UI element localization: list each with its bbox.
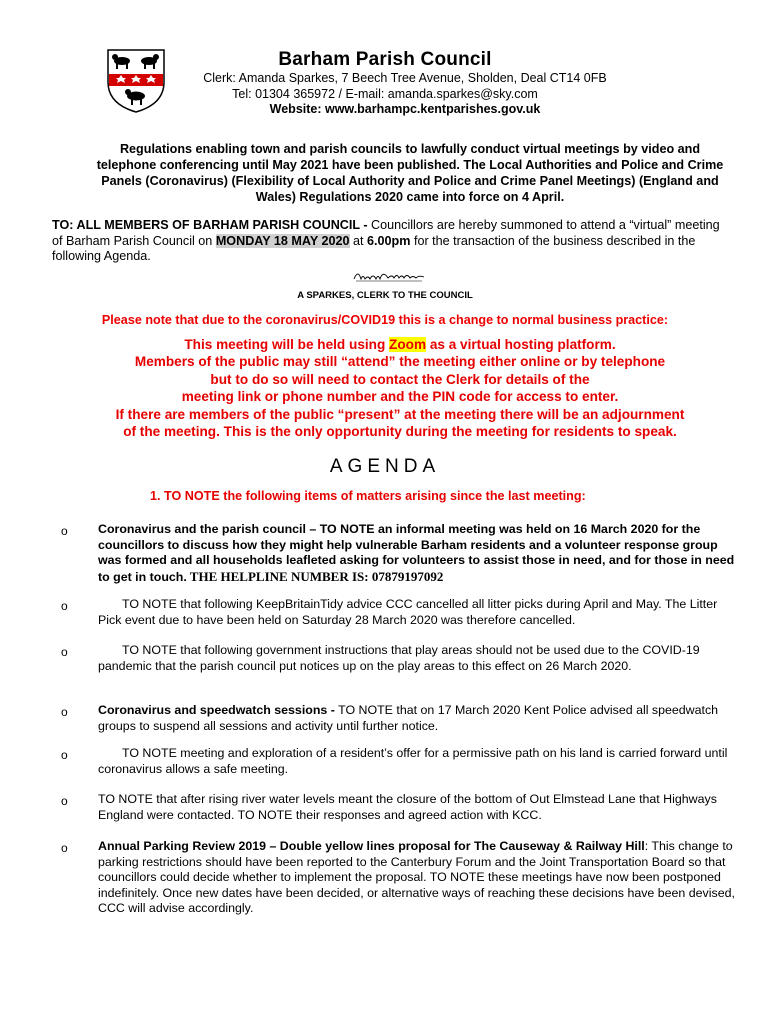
- bullet-marker: o: [61, 841, 68, 855]
- bullet-marker: o: [61, 524, 68, 538]
- list-item: [98, 597, 738, 628]
- item-text: TO NOTE that after rising river water levels meant the closure of the bottom of Out Elmstead Lane that Highways England were contacted. TO NOTE their responses and agreed action with KCC.: [98, 792, 717, 822]
- clerk-signature: [352, 266, 428, 284]
- agenda-heading: AGENDA: [329, 456, 441, 477]
- helpline-number: THE HELPLINE NUMBER IS: 07879197092: [186, 568, 444, 584]
- virtual-meeting-notice: [50, 336, 750, 440]
- website-link[interactable]: Website: www.barhampc.kentparishes.gov.uk: [269, 102, 541, 116]
- virtual-meeting-line-6: of the meeting. This is the only opportunity during the meeting for residents to speak.: [123, 424, 677, 440]
- summons-text: Councillors are hereby summoned to attend a “virtual” meeting of Barham Parish Council on: [52, 218, 720, 248]
- item-text: : This change to parking restrictions should have been reported to the Canterbury Forum and the Joint Transportation Board so that councillors could decide whether to implement the proposal. TO NOTE these meetings have now been postponed indefinitely. Once new dates have been decided, or alternative ways of reaching these decisions have been devised, CCC will advise accordingly.: [98, 839, 735, 916]
- list-item: [98, 792, 738, 823]
- item-text: TO NOTE meeting and exploration of a resident’s offer for a permissive path on his land is carried forward until coronavirus allows a safe meeting.: [98, 746, 728, 776]
- meeting-date: MONDAY 18 MAY 2020: [215, 233, 350, 248]
- council-name: Barham Parish Council: [278, 49, 492, 70]
- bullet-marker: o: [61, 705, 68, 719]
- bullet-marker: o: [61, 645, 68, 659]
- summons-at: at: [349, 233, 368, 248]
- bullet-marker: o: [61, 599, 68, 613]
- bullet-marker: o: [61, 748, 68, 762]
- virtual-meeting-line-4: meeting link or phone number and the PIN code for access to enter.: [181, 389, 619, 405]
- virtual-meeting-line-5: If there are members of the public “present” at the meeting there will be an adjournment: [115, 406, 685, 422]
- item-lead-text: Annual Parking Review 2019 – Double yellow lines proposal for The Causeway & Railway Hill: [98, 839, 645, 853]
- summons-addressee: TO: ALL MEMBERS OF BARHAM PARISH COUNCIL -: [52, 218, 368, 232]
- list-item: [98, 643, 738, 674]
- zoom-line-start: This meeting will be held using: [184, 337, 390, 352]
- clerk-signature-caption: A SPARKES, CLERK TO THE COUNCIL: [297, 290, 473, 301]
- contact-details: Tel: 01304 365972 / E-mail: amanda.sparkes@sky.com: [232, 87, 538, 101]
- regulations-paragraph: Regulations enabling town and parish councils to lawfully conduct virtual meetings by video and telephone conferencing until May 2021 have been published. The Local Authorities and Police and Crime Panels (Coronavirus) (Flexibility of Local Authority and Police and Crime Panel Meetings) (England and Wales) Regulations 2020 came into force on 4 April.: [96, 142, 724, 204]
- summons-text-end: for the transaction of the business described in the following Agenda.: [52, 233, 696, 263]
- zoom-highlight: Zoom: [389, 337, 427, 352]
- summons-paragraph: [52, 218, 732, 265]
- item-text: TO NOTE that following KeepBritainTidy advice CCC cancelled all litter picks during April and May. The Litter Pick event due to have been held on Saturday 28 March 2020 was therefore cancelled.: [98, 597, 718, 627]
- virtual-meeting-line-3: but to do so will need to contact the Clerk for details of the: [210, 371, 590, 387]
- meeting-time: 6.00pm: [367, 233, 411, 248]
- clerk-address: Clerk: Amanda Sparkes, 7 Beech Tree Avenue, Sholden, Deal CT14 0FB: [203, 71, 607, 85]
- zoom-line-end: as a virtual hosting platform.: [426, 337, 616, 352]
- list-item: [98, 839, 738, 917]
- item-lead-text: Coronavirus and the parish council – TO NOTE an informal meeting was held on 16 March 2020 for the councillors to discuss how they might help vulnerable Barham residents and a volunteer response group was formed and all households leafleted asking for volunteers to assist those in need, and for those in need to get in touch.: [98, 522, 735, 584]
- item-lead-text: Coronavirus and speedwatch sessions -: [98, 703, 335, 717]
- virtual-meeting-line-2: Members of the public may still “attend” the meeting either online or by telephone: [134, 354, 666, 370]
- virtual-meeting-line-1: [50, 336, 750, 353]
- covid-notice: Please note that due to the coronavirus/COVID19 this is a change to normal business practice:: [101, 313, 669, 327]
- agenda-item-1-heading: 1. TO NOTE the following items of matters arising since the last meeting:: [150, 489, 586, 503]
- list-item: [98, 746, 738, 777]
- bullet-marker: o: [61, 794, 68, 808]
- list-item: [98, 703, 738, 734]
- list-item: [98, 522, 738, 585]
- item-text: TO NOTE that on 17 March 2020 Kent Police advised all speedwatch groups to suspend all sessions and activity until further notice.: [98, 703, 719, 733]
- item-text: TO NOTE that following government instructions that play areas should not be used due to the COVID-19 pandemic that the parish council put notices up on the play areas to this effect on 26 March 2020.: [98, 643, 700, 673]
